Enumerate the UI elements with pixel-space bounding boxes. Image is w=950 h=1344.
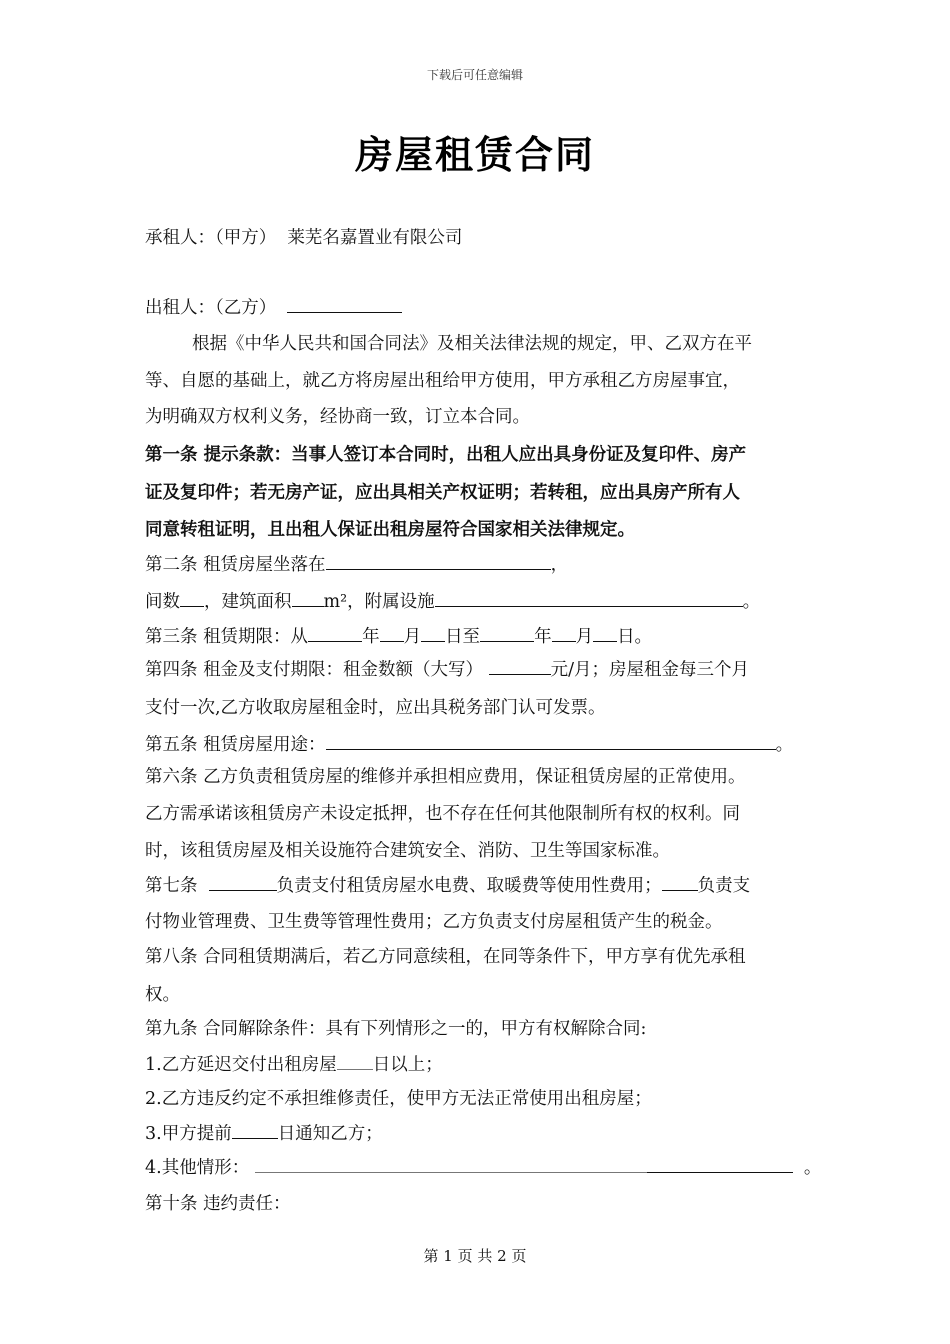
article1-line-2: 证及复印件；若无房产证，应出具相关产权证明；若转租，应出具房产所有人 bbox=[145, 483, 740, 503]
article5-end: 。 bbox=[775, 735, 794, 755]
article7-line-2: 付物业管理费、卫生费等管理性费用；乙方负责支付房屋租赁产生的税金。 bbox=[145, 912, 723, 932]
lessee-name: 莱芜名嘉置业有限公司 bbox=[287, 228, 463, 248]
article2-line-2 bbox=[145, 590, 810, 614]
article1-line-1: 第一条 提示条款：当事人签订本合同时，出租人应出具身份证及复印件、房产 bbox=[145, 445, 747, 465]
facilities-blank[interactable] bbox=[435, 590, 743, 607]
end-month-blank[interactable] bbox=[552, 625, 576, 642]
article9-item-2: 2.乙方违反约定不承担维修责任，使甲方无法正常使用出租房屋； bbox=[145, 1089, 652, 1109]
article7-utilities: 负责支付租赁房屋水电费、取暖费等使用性费用； bbox=[276, 876, 662, 896]
facilities-label: m²，附属设施 bbox=[323, 592, 435, 612]
area-label: ，建筑面积 bbox=[204, 592, 292, 612]
document-title: 房屋租赁合同 bbox=[354, 132, 595, 177]
article1-line-3: 同意转租证明，且出租人保证出租房屋符合国家相关法律规定。 bbox=[145, 520, 635, 540]
rent-amount-blank[interactable] bbox=[489, 658, 551, 675]
article3-line bbox=[145, 625, 810, 649]
article8-line-2: 权。 bbox=[145, 985, 180, 1005]
start-day-blank[interactable] bbox=[421, 625, 445, 642]
lessee-prefix: 承租人：（甲方） bbox=[145, 228, 277, 248]
rooms-label: 间数 bbox=[145, 592, 180, 612]
year-label-2: 年 bbox=[534, 627, 552, 647]
start-year-blank[interactable] bbox=[308, 625, 362, 642]
other-circumstances-blank-2[interactable] bbox=[647, 1156, 793, 1173]
article3-text: 第三条 租赁期限：从 bbox=[145, 627, 309, 647]
preamble-line-3: 为明确双方权利义务，经协商一致，订立本合同。 bbox=[145, 407, 530, 427]
month-label-1: 月 bbox=[403, 627, 422, 647]
lessor-name-blank[interactable] bbox=[287, 296, 402, 313]
article7-text: 第七条 bbox=[145, 876, 204, 896]
article2-text: 第二条 租赁房屋坐落在 bbox=[145, 555, 326, 575]
article9-title: 第九条 合同解除条件：具有下列情形之一的，甲方有权解除合同: bbox=[145, 1019, 647, 1039]
item1-end: 日以上； bbox=[372, 1055, 443, 1075]
area-blank[interactable] bbox=[292, 590, 324, 607]
end-day-blank[interactable] bbox=[593, 625, 617, 642]
article10-line: 第十条 违约责任： bbox=[145, 1194, 291, 1214]
item1-text: 1.乙方延迟交付出租房屋 bbox=[145, 1055, 337, 1075]
rooms-blank[interactable] bbox=[180, 590, 204, 607]
article6-line-2: 乙方需承诺该租赁房产未设定抵押，也不存在任何其他限制所有权的权利。同 bbox=[145, 804, 740, 824]
usage-blank[interactable] bbox=[326, 733, 776, 750]
year-label-1: 年 bbox=[362, 627, 380, 647]
management-payer-blank[interactable] bbox=[662, 874, 698, 891]
lessor-line bbox=[145, 296, 810, 320]
article4-rent-unit: 元/月；房屋租金每三个月 bbox=[550, 660, 750, 680]
article5-text: 第五条 租赁房屋用途： bbox=[145, 735, 326, 755]
preamble-line-2: 等、自愿的基础上，就乙方将房屋出租给甲方使用，甲方承租乙方房屋事宜， bbox=[145, 371, 740, 391]
other-circumstances-blank[interactable] bbox=[255, 1156, 647, 1173]
item3-end: 日通知乙方； bbox=[277, 1124, 383, 1144]
article2-line-1 bbox=[145, 553, 810, 577]
utilities-payer-blank[interactable] bbox=[209, 874, 277, 891]
article6-line-3: 时，该租赁房屋及相关设施符合建筑安全、消防、卫生等国家标准。 bbox=[145, 841, 670, 861]
article4-line-2: 支付一次,乙方收取房屋租金时，应出具税务部门认可发票。 bbox=[145, 698, 606, 718]
day-to-label: 日至 bbox=[445, 627, 481, 647]
end-year-blank[interactable] bbox=[480, 625, 534, 642]
article7-management: 负责支 bbox=[697, 876, 751, 896]
article9-item-1 bbox=[145, 1053, 810, 1077]
article5-line bbox=[145, 733, 810, 757]
start-month-blank[interactable] bbox=[380, 625, 404, 642]
item4-end: 。 bbox=[803, 1158, 822, 1178]
lessor-prefix: 出租人：（乙方） bbox=[145, 298, 277, 318]
delay-days-blank[interactable] bbox=[337, 1053, 373, 1070]
day-end-label: 日。 bbox=[617, 627, 653, 647]
article9-item-4 bbox=[145, 1156, 822, 1180]
lessee-line bbox=[145, 226, 810, 250]
article8-line-1: 第八条 合同租赁期满后，若乙方同意续租，在同等条件下，甲方享有优先承租 bbox=[145, 947, 746, 967]
article7-line-1 bbox=[145, 874, 810, 898]
article4-text: 第四条 租金及支付期限：租金数额（大写） bbox=[145, 660, 484, 680]
article4-line-1 bbox=[145, 658, 810, 682]
article9-item-3 bbox=[145, 1122, 810, 1146]
article2-comma: ， bbox=[550, 555, 569, 575]
notice-days-blank[interactable] bbox=[232, 1122, 278, 1139]
header-note: 下载后可任意编辑 bbox=[426, 68, 523, 82]
page-footer: 第 1 页 共 2 页 bbox=[423, 1247, 527, 1265]
article2-end: 。 bbox=[742, 592, 761, 612]
preamble-line-1: 根据《中华人民共和国合同法》及相关法律法规的规定，甲、乙双方在平 bbox=[192, 334, 752, 354]
article6-line-1: 第六条 乙方负责租赁房屋的维修并承担相应费用，保证租赁房屋的正常使用。 bbox=[145, 767, 746, 787]
month-label-2: 月 bbox=[575, 627, 594, 647]
location-blank[interactable] bbox=[326, 553, 551, 570]
item3-text: 3.甲方提前 bbox=[145, 1124, 232, 1144]
item4-text: 4.其他情形： bbox=[145, 1158, 250, 1178]
